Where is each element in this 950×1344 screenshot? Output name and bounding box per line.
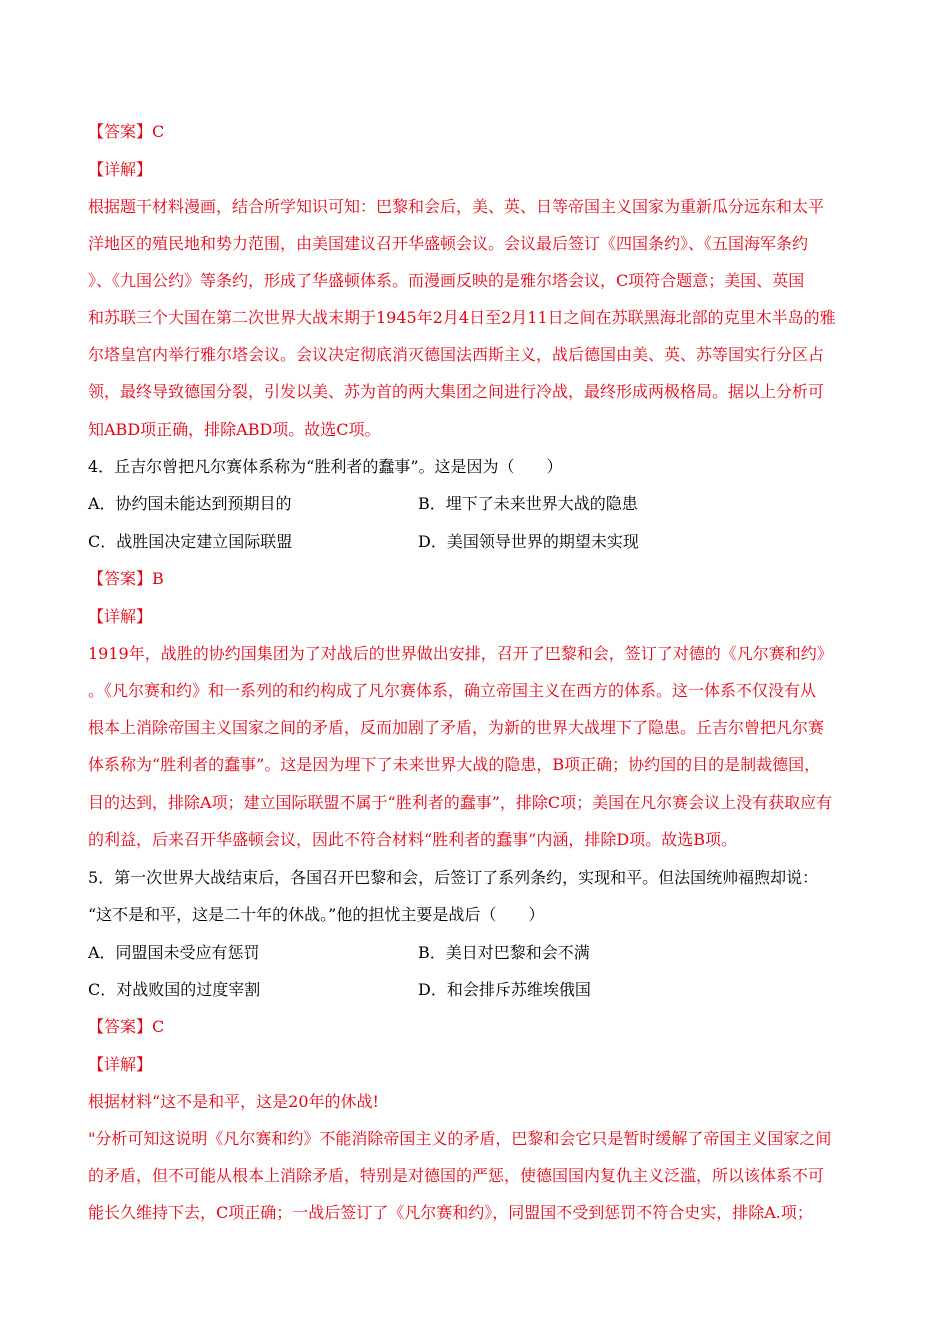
- q5-option-d: D．和会排斥苏维埃俄国: [418, 980, 591, 999]
- q5-option-a: A．同盟国未受应有惩罚: [88, 943, 260, 962]
- q4-detail-label: 【详解】: [88, 607, 153, 626]
- q3-explanation-line: 洋地区的殖民地和势力范围，由美国建议召开华盛顿会议。会议最后签订《四国条约》、《五国海军条约: [88, 234, 809, 253]
- q5-stem-line1: 5．第一次世界大战结束后，各国召开巴黎和会，后签订了系列条约，实现和平。但法国统帅福煦却说：: [88, 868, 819, 887]
- q4-explanation-line: 根本上消除帝国主义国家之间的矛盾，反而加剧了矛盾，为新的世界大战埋下了隐患。丘吉尔曾把凡尔赛: [88, 718, 825, 737]
- q3-explanation-line: 尔塔皇宫内举行雅尔塔会议。会议决定彻底消灭德国法西斯主义，战后德国由美、英、苏等国实行分区占: [88, 345, 825, 364]
- q4-option-b: B．埋下了未来世界大战的隐患: [418, 494, 638, 513]
- q3-explanation-line: 知ABD项正确，排除ABD项。故选C项。: [88, 420, 381, 439]
- q3-explanation-line: 领，最终导致德国分裂，引发以美、苏为首的两大集团之间进行冷战，最终形成两极格局。据以上分析可: [88, 382, 825, 401]
- q5-option-b: B．美日对巴黎和会不满: [418, 943, 590, 962]
- q3-answer: 【答案】C: [88, 122, 165, 141]
- q5-explanation-line: 的矛盾，但不可能从根本上消除矛盾，特别是对德国的严惩，使德国国内复仇主义泛滥，所以该体系不可: [88, 1166, 825, 1185]
- q3-detail-label: 【详解】: [88, 160, 153, 179]
- q4-explanation-line: 。《凡尔赛和约》和一系列的和约构成了凡尔赛体系，确立帝国主义在西方的体系。这一体系不仅没有从: [88, 681, 817, 700]
- q4-option-c: C．战胜国决定建立国际联盟: [88, 532, 293, 551]
- q4-explanation-line: 体系称为“胜利者的蠢事”。这是因为埋下了未来世界大战的隐患，B项正确；协约国的目的是制裁德国，: [88, 755, 821, 774]
- q3-explanation-line: 》、《九国公约》等条约，形成了华盛顿体系。而漫画反映的是雅尔塔会议，C项符合题意；美国、英国: [88, 271, 805, 290]
- q4-explanation-line: 的利益，后来召开华盛顿会议，因此不符合材料“胜利者的蠢事”内涵，排除D项。故选B项。: [88, 830, 737, 849]
- q5-option-c: C．对战败国的过度宰割: [88, 980, 261, 999]
- q5-explanation-line: "分析可知这说明《凡尔赛和约》不能消除帝国主义的矛盾，巴黎和会它只是暂时缓解了帝国主义国家之间: [88, 1129, 832, 1148]
- q4-option-a: A．协约国未能达到预期目的: [88, 494, 292, 513]
- q4-explanation-line: 1919年，战胜的协约国集团为了对战后的世界做出安排，召开了巴黎和会，签订了对德的《凡尔赛和约》: [88, 644, 833, 663]
- q5-explanation-line: 能长久维持下去，C项正确；一战后签订了《凡尔赛和约》，同盟国不受到惩罚不符合史实，排除A.项；: [88, 1203, 813, 1222]
- q5-explanation-line: 根据材料“这不是和平，这是20年的休战!: [88, 1092, 379, 1111]
- q5-answer: 【答案】C: [88, 1017, 165, 1036]
- q3-explanation-line: 根据题干材料漫画，结合所学知识可知：巴黎和会后，美、英、日等帝国主义国家为重新瓜分远东和太平: [88, 197, 825, 216]
- q4-explanation-line: 目的达到，排除A项；建立国际联盟不属于“胜利者的蠢事”，排除C项；美国在凡尔赛会议上没有获取应有: [88, 793, 833, 812]
- q3-explanation-line: 和苏联三个大国在第二次世界大战末期于1945年2月4日至2月11日之间在苏联黑海北部的克里木半岛的雅: [88, 308, 836, 327]
- q4-stem: 4．丘吉尔曾把凡尔赛体系称为“胜利者的蠢事”。这是因为（ ）: [88, 457, 563, 476]
- q5-detail-label: 【详解】: [88, 1055, 153, 1074]
- q5-stem-line2: “这不是和平，这是二十年的休战。”他的担忧主要是战后（ ）: [88, 905, 545, 924]
- q4-option-d: D．美国领导世界的期望未实现: [418, 532, 639, 551]
- q4-answer: 【答案】B: [88, 569, 164, 588]
